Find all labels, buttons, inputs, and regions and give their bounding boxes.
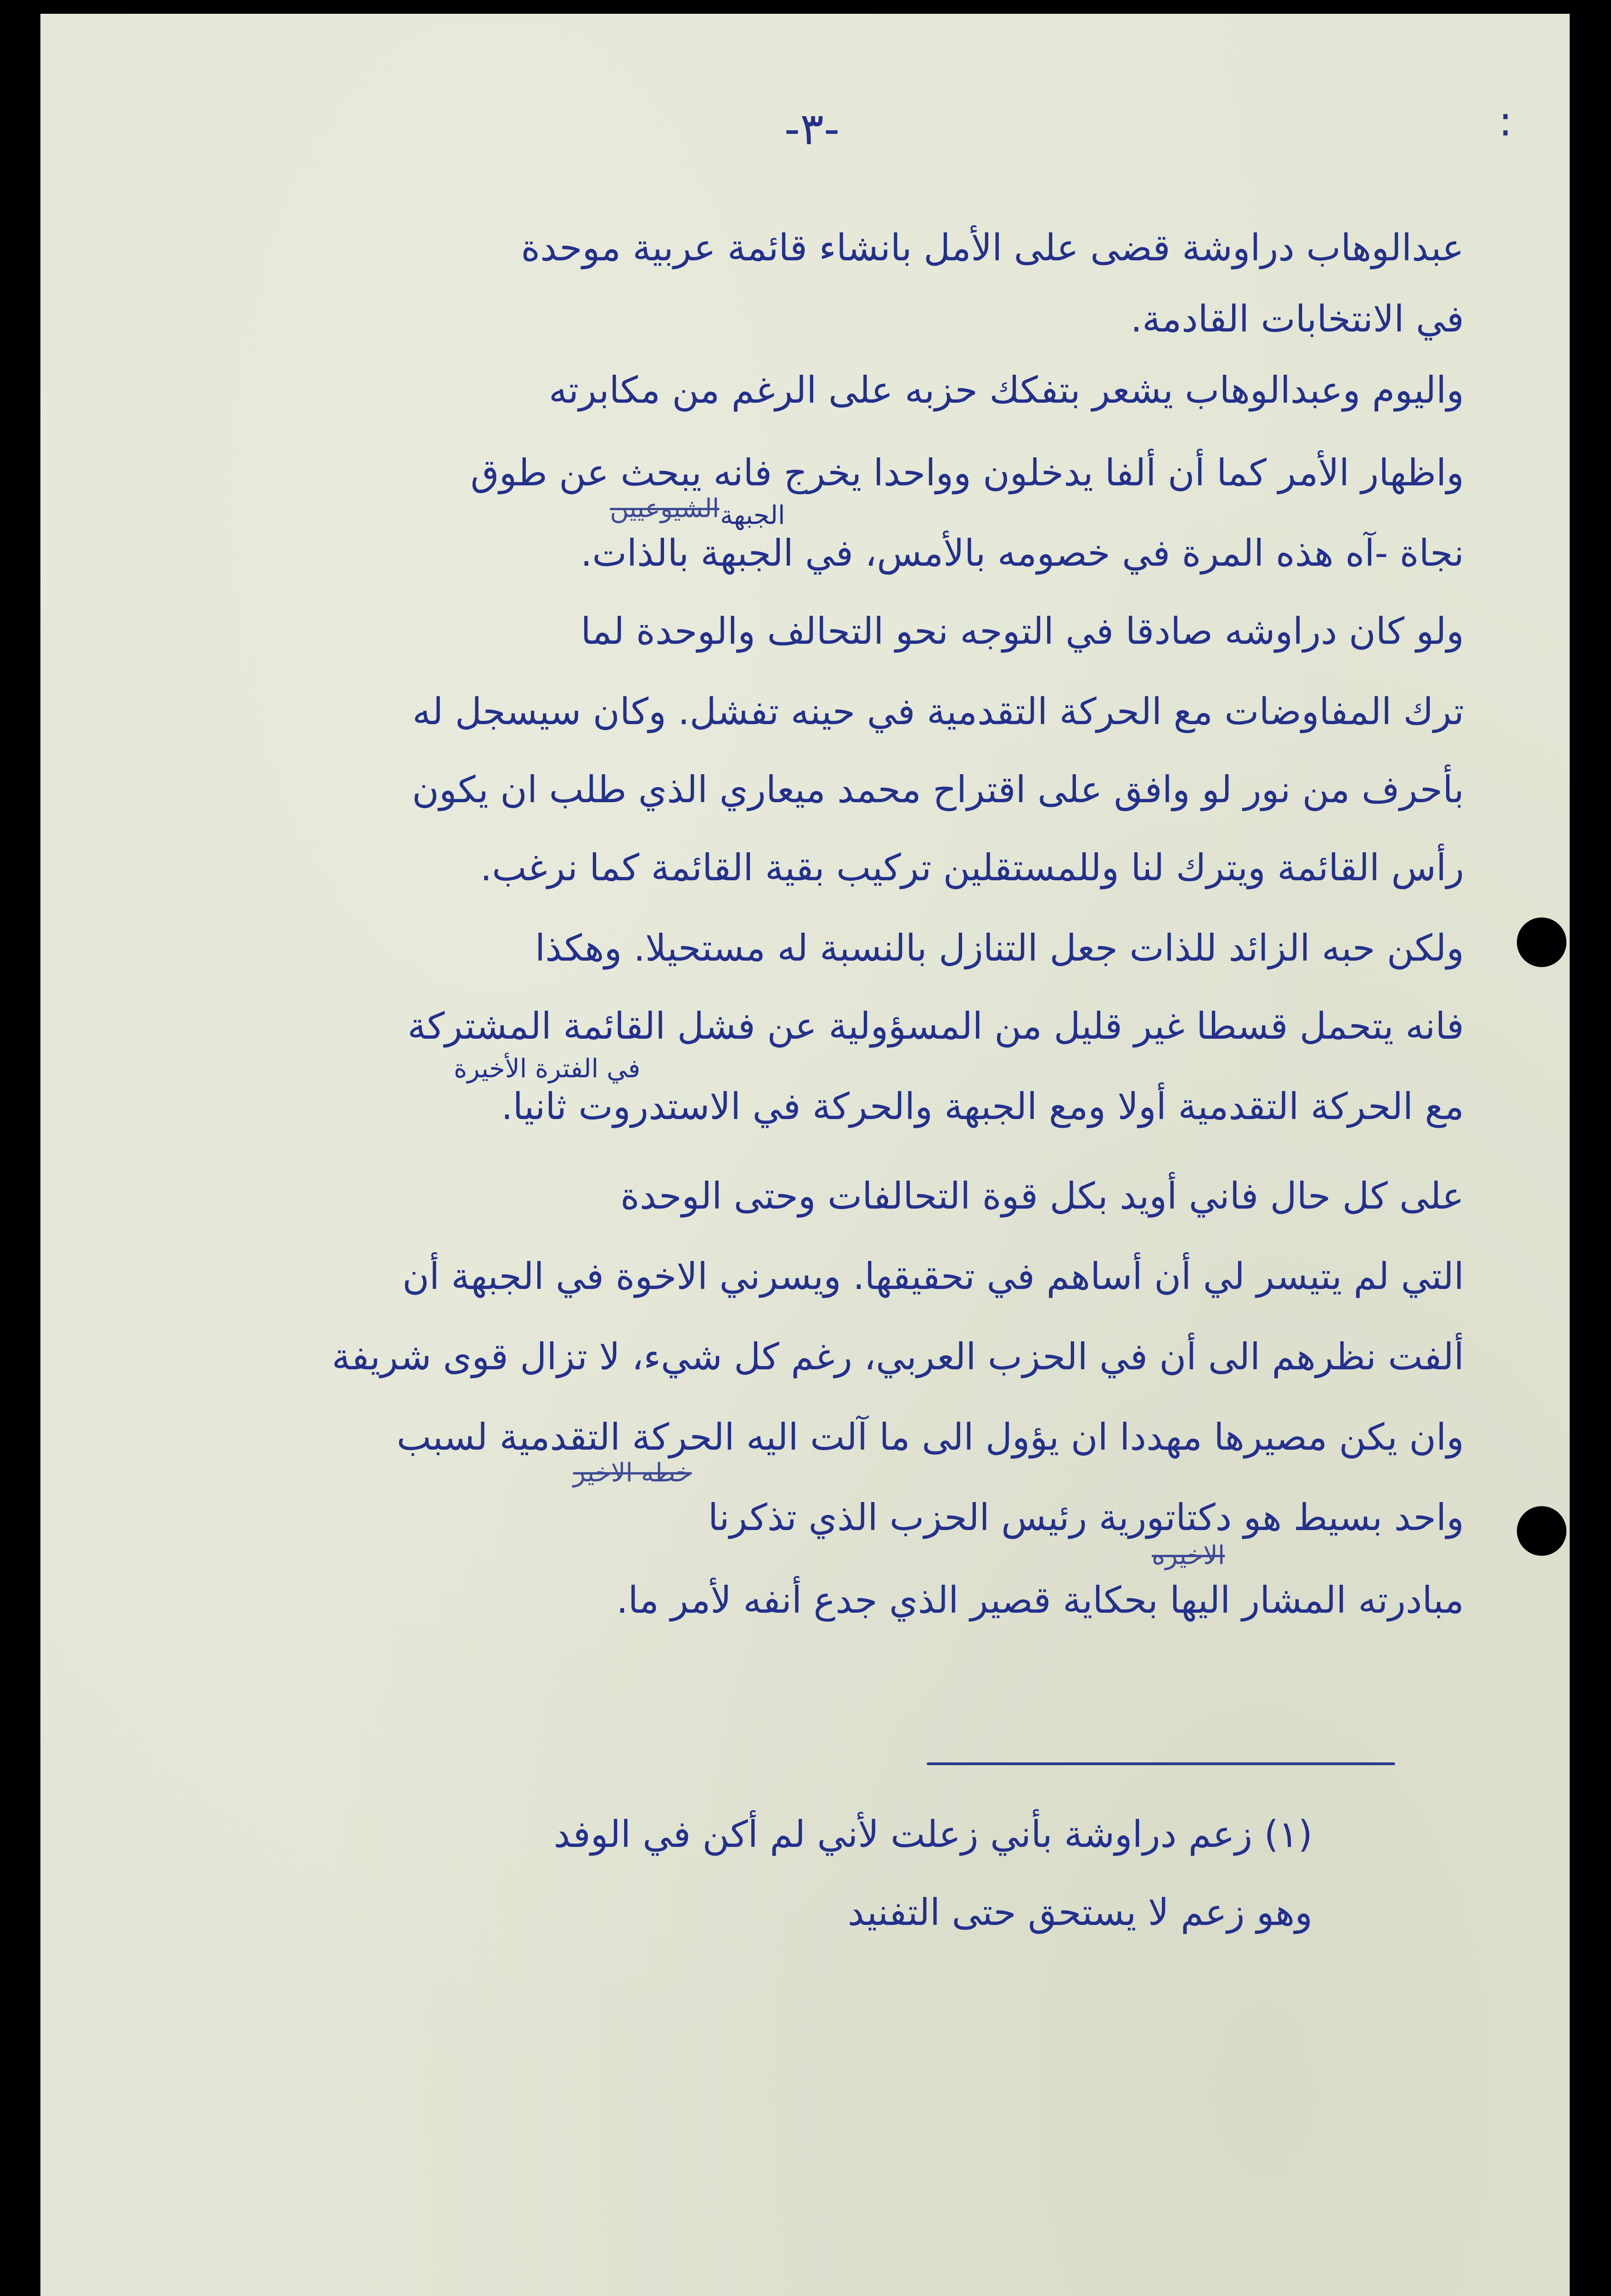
page-number: -٣-	[784, 103, 840, 155]
text-line: بأحرف من نور لو وافق على اقتراح محمد ميعاري الذي طلب ان يكون	[412, 768, 1464, 811]
text-line: واليوم وعبدالوهاب يشعر بتفكك حزبه على الرغم من مكابرته	[548, 369, 1464, 411]
struck-word: الاخيره	[1152, 1541, 1225, 1570]
text-line: مع الحركة التقدمية أولا ومع الجبهة والحركة في الاستدروت ثانيا.	[501, 1085, 1464, 1128]
text-line: ترك المفاوضات مع الحركة التقدمية في حينه تفشل. وكان سيسجل له	[412, 690, 1464, 733]
text-line: ولو كان دراوشه صادقا في التوجه نحو التحالف والوحدة لما	[580, 610, 1464, 653]
text-line: ولكن حبه الزائد للذات جعل التنازل بالنسبة له مستحيلا. وهكذا	[535, 927, 1464, 969]
text-line: في الانتخابات القادمة.	[1130, 298, 1464, 340]
text-line: مبادرته المشار اليها بحكاية قصير الذي جدع أنفه لأمر ما.	[616, 1579, 1464, 1621]
punch-hole	[1517, 917, 1566, 967]
text-line: عبدالوهاب دراوشة قضى على الأمل بانشاء قائمة عربية موحدة	[521, 226, 1464, 269]
insert-above-line: الجبهة	[720, 501, 785, 530]
text-line: نجاة -آه هذه المرة في خصومه بالأمس، في الجبهة بالذات.	[580, 532, 1464, 574]
text-line: وان يكن مصيرها مهددا ان يؤول الى ما آلت اليه الحركة التقدمية لسبب	[396, 1416, 1464, 1458]
text-line: ألفت نظرهم الى أن في الحزب العربي، رغم كل شيء، لا تزال قوى شريفة	[332, 1335, 1464, 1378]
footnote-line: وهو زعم لا يستحق حتى التفنيد	[847, 1891, 1312, 1934]
footnote-line: (١) زعم دراوشة بأني زعلت لأني لم أكن في الوفد	[553, 1813, 1312, 1856]
struck-word: خطه الاخير	[573, 1458, 692, 1488]
text-line: واحد بسيط هو دكتاتورية رئيس الحزب الذي تذكرنا	[708, 1496, 1464, 1539]
insert-above-line: في الفترة الأخيرة	[454, 1054, 641, 1084]
footnote-divider	[927, 1762, 1395, 1765]
text-line: فانه يتحمل قسطا غير قليل من المسؤولية عن فشل القائمة المشتركة	[407, 1005, 1464, 1047]
punch-hole	[1517, 1506, 1566, 1556]
struck-word: الشيوعيين	[610, 494, 720, 523]
text-line: رأس القائمة ويترك لنا وللمستقلين تركيب بقية القائمة كما نرغب.	[480, 846, 1464, 889]
text-line: التي لم يتيسر لي أن أساهم في تحقيقها. ويسرني الاخوة في الجبهة أن	[402, 1255, 1464, 1298]
paper-sheet	[40, 14, 1570, 2296]
text-line: واظهار الأمر كما أن ألفا يدخلون وواحدا يخرج فانه يبحث عن طوق	[470, 451, 1464, 494]
edge-mark: :	[1498, 97, 1513, 146]
text-line: على كل حال فاني أويد بكل قوة التحالفات وحتى الوحدة	[620, 1175, 1464, 1217]
